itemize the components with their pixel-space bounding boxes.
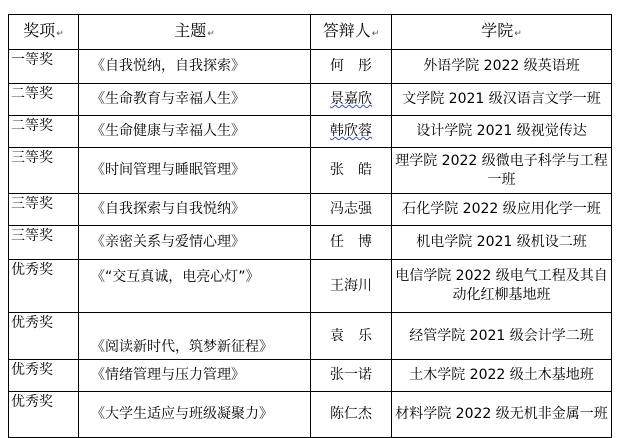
person-cell: 陈仁杰 — [311, 392, 392, 438]
topic-cell: 《亲密关系与爱情心理》 — [79, 226, 311, 260]
topic-cell: 《情绪管理与压力管理》 — [79, 360, 311, 392]
college-cell: 材料学院 2022 级无机非金属一班 — [392, 392, 612, 438]
college-cell: 机电学院 2021 级机设二班 — [392, 226, 612, 260]
person-cell — [311, 84, 392, 116]
table-row — [9, 194, 612, 226]
college-cell: 文学院 2021 级汉语言文学一班 — [392, 84, 612, 116]
award-cell: 三等奖 — [9, 194, 79, 226]
spellcheck-underline: 景嘉欣 — [330, 91, 372, 107]
awards-table — [8, 14, 612, 438]
header-college: 学院↵ — [392, 15, 612, 50]
table-row — [9, 360, 612, 392]
topic-cell: 《阅读新时代，筑梦新征程》 — [79, 313, 311, 360]
person-cell: 袁 乐 — [311, 313, 392, 360]
award-cell: 优秀奖 — [9, 313, 79, 360]
table-row — [9, 226, 612, 260]
paragraph-mark-icon: ↵ — [56, 28, 64, 39]
header-award: 奖项↵ — [9, 15, 79, 50]
person-cell: 张 皓 — [311, 148, 392, 194]
table-row — [9, 148, 612, 194]
topic-cell: 《时间管理与睡眠管理》 — [79, 148, 311, 194]
college-cell: 石化学院 2022 级应用化学一班 — [392, 194, 612, 226]
person-cell: 张一诺 — [311, 360, 392, 392]
table-row — [9, 392, 612, 438]
person-cell: 王海川 — [311, 260, 392, 313]
person-cell: 任 博 — [311, 226, 392, 260]
award-cell: 一等奖 — [9, 50, 79, 84]
award-cell: 二等奖 — [9, 116, 79, 148]
paragraph-mark-icon: ↵ — [514, 28, 522, 39]
paragraph-mark-icon: ↵ — [371, 28, 380, 39]
award-cell: 优秀奖 — [9, 260, 79, 313]
college-cell: 土木学院 2022 级土木基地班 — [392, 360, 612, 392]
topic-cell: 《自我悦纳，自我探索》 — [79, 50, 311, 84]
award-cell: 三等奖 — [9, 226, 79, 260]
header-topic: 主题↵ — [79, 15, 311, 50]
table-row — [9, 84, 612, 116]
table-row — [9, 313, 612, 360]
award-cell: 优秀奖 — [9, 392, 79, 438]
paragraph-mark-icon: ↵ — [207, 28, 215, 39]
person-cell: 冯志强 — [311, 194, 392, 226]
college-cell: 经管学院 2021 级会计学二班 — [392, 313, 612, 360]
award-cell: 三等奖 — [9, 148, 79, 194]
table-row — [9, 50, 612, 84]
topic-cell: 《“交互真诚，电亮心灯”》 — [79, 260, 311, 313]
college-cell: 设计学院 2021 级视觉传达 — [392, 116, 612, 148]
topic-cell: 《自我探索与自我悦纳》 — [79, 194, 311, 226]
topic-cell: 《生命健康与幸福人生》 — [79, 116, 311, 148]
person-cell: 何 彤 — [311, 50, 392, 84]
table-header-row — [9, 15, 612, 50]
table-row — [9, 116, 612, 148]
award-cell: 二等奖 — [9, 84, 79, 116]
topic-cell: 《生命教育与幸福人生》 — [79, 84, 311, 116]
college-cell: 理学院 2022 级微电子科学与工程一班 — [392, 148, 612, 194]
topic-cell: 《大学生适应与班级凝聚力》 — [79, 392, 311, 438]
college-cell: 外语学院 2022 级英语班 — [392, 50, 612, 84]
person-cell — [311, 116, 392, 148]
document-page — [8, 14, 612, 438]
table-row — [9, 260, 612, 313]
spellcheck-underline: 韩欣蓉 — [330, 123, 372, 139]
header-person: 答辩人↵ — [311, 15, 392, 50]
award-cell: 优秀奖 — [9, 360, 79, 392]
college-cell: 电信学院 2022 级电气工程及其自动化红柳基地班 — [392, 260, 612, 313]
